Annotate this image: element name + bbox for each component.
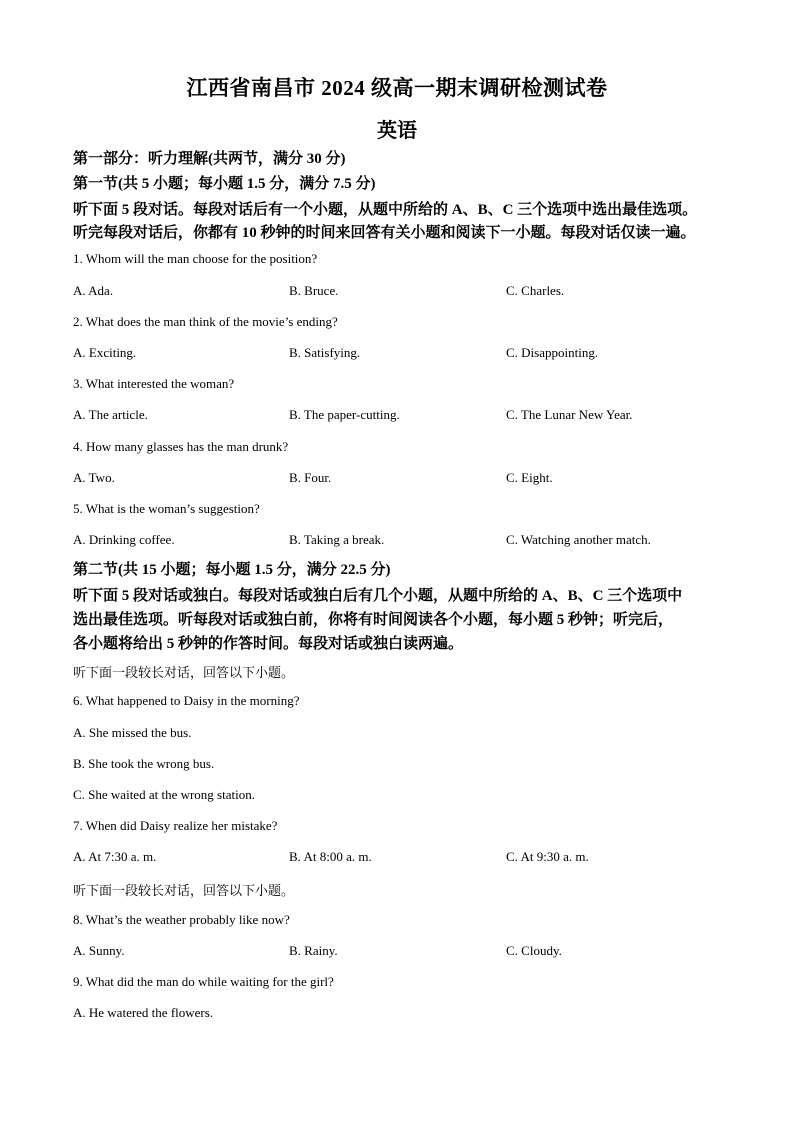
part1-heading: 第一部分：听力理解(共两节，满分 30 分): [73, 151, 346, 167]
exam-title: 江西省南昌市 2024 级高一期末调研检测试卷: [186, 76, 608, 100]
option-b: B. Satisfying.: [289, 345, 361, 360]
question-8: 8. What’s the weather probably like now?: [73, 912, 290, 927]
option-c: C. Eight.: [506, 470, 553, 485]
option-b: B. She took the wrong bus.: [73, 756, 215, 771]
section1-heading: 第一节(共 5 小题；每小题 1.5 分，满分 7.5 分): [73, 176, 376, 192]
option-c: C. At 9:30 a. m.: [506, 849, 589, 864]
option-a: A. She missed the bus.: [73, 725, 192, 740]
option-c: C. The Lunar New Year.: [506, 407, 633, 422]
option-b: B. Bruce.: [289, 283, 339, 298]
option-a: A. He watered the flowers.: [73, 1005, 214, 1020]
option-c: C. She waited at the wrong station.: [73, 787, 255, 802]
dialog-note: 听下面一段较长对话，回答以下小题。: [73, 883, 295, 898]
section1-instruction-line: 听下面 5 段对话。每段对话后有一个小题，从题中所给的 A、B、C 三个选项中选出最佳选项。: [73, 202, 698, 218]
question-6: 6. What happened to Daisy in the morning?: [73, 693, 300, 708]
section1-instruction-line: 听完每段对话后，你都有 10 秒钟的时间来回答有关小题和阅读下一小题。每段对话仅读一遍。: [73, 225, 696, 241]
option-b: B. The paper-cutting.: [289, 407, 400, 422]
option-a: A. Exciting.: [73, 345, 137, 360]
option-b: B. At 8:00 a. m.: [289, 849, 372, 864]
option-c: C. Disappointing.: [506, 345, 599, 360]
option-a: A. Ada.: [73, 283, 114, 298]
question-5: 5. What is the woman’s suggestion?: [73, 501, 260, 516]
option-c: C. Charles.: [506, 283, 565, 298]
question-3: 3. What interested the woman?: [73, 376, 235, 391]
section2-instruction-line: 选出最佳选项。听每段对话或独白前，你将有时间阅读各个小题，每小题 5 秒钟；听完后，: [73, 612, 674, 628]
question-9: 9. What did the man do while waiting for the girl?: [73, 974, 334, 989]
option-c: C. Watching another match.: [506, 532, 651, 547]
option-a: A. The article.: [73, 407, 148, 422]
option-a: A. At 7:30 a. m.: [73, 849, 157, 864]
section2-heading: 第二节(共 15 小题；每小题 1.5 分，满分 22.5 分): [73, 562, 391, 578]
option-c: C. Cloudy.: [506, 943, 562, 958]
option-a: A. Sunny.: [73, 943, 125, 958]
option-a: A. Two.: [73, 470, 115, 485]
section2-instruction-line: 听下面 5 段对话或独白。每段对话或独白后有几个小题，从题中所给的 A、B、C 三个选项中: [73, 588, 683, 604]
option-b: B. Taking a break.: [289, 532, 385, 547]
subject-title: 英语: [377, 120, 417, 142]
question-4: 4. How many glasses has the man drunk?: [73, 439, 289, 454]
section2-instruction-line: 各小题将给出 5 秒钟的作答时间。每段对话或独白读两遍。: [73, 636, 464, 652]
question-1: 1. Whom will the man choose for the position?: [73, 251, 318, 266]
dialog-note: 听下面一段较长对话，回答以下小题。: [73, 665, 295, 680]
option-b: B. Rainy.: [289, 943, 338, 958]
option-b: B. Four.: [289, 470, 332, 485]
question-7: 7. When did Daisy realize her mistake?: [73, 818, 278, 833]
option-a: A. Drinking coffee.: [73, 532, 175, 547]
question-2: 2. What does the man think of the movie’s ending?: [73, 314, 338, 329]
